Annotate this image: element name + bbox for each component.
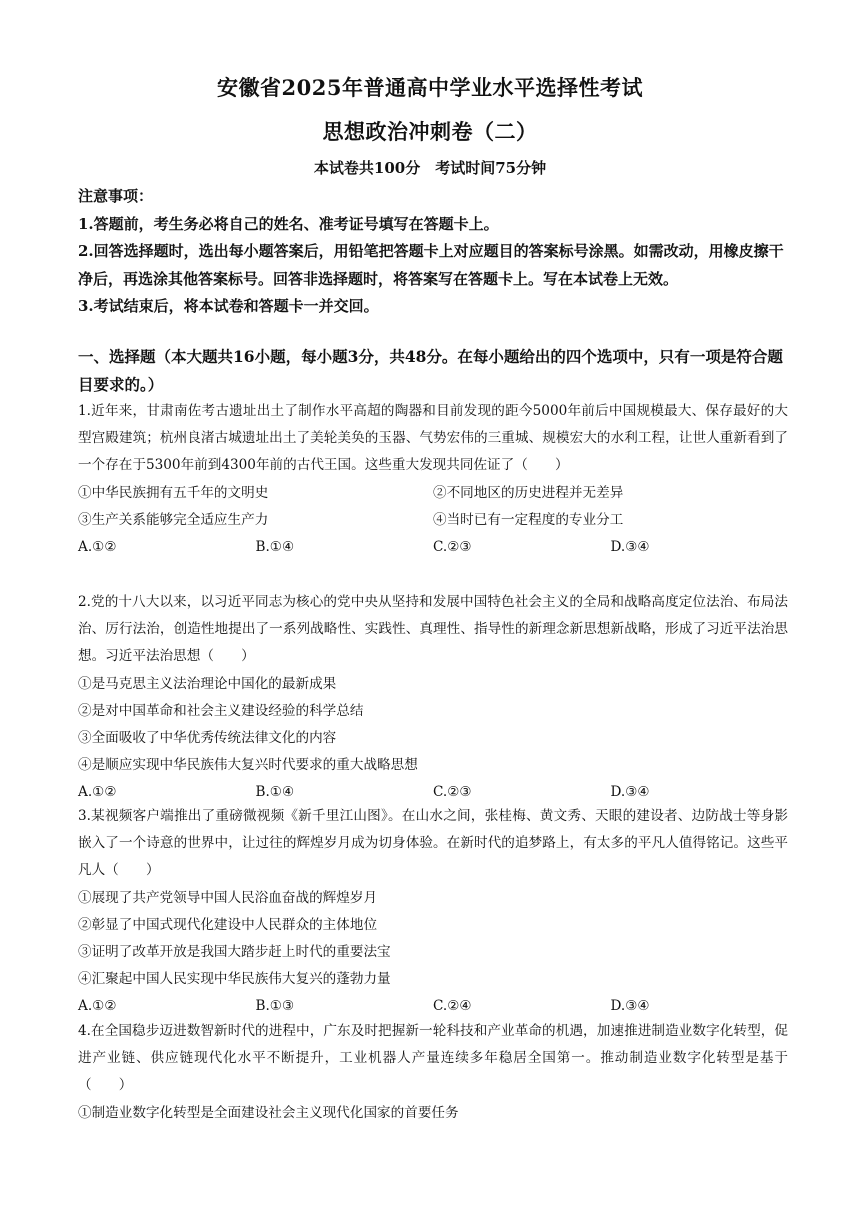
statement: ④当时已有一定程度的专业分工	[433, 511, 624, 528]
statement: ④是顺应实现中华民族伟大复兴时代要求的重大战略思想	[78, 757, 418, 774]
section-heading: 一、选择题（本大题共16小题，每小题3分，共48分。在每小题给出的四个选项中，只有一项是符合题目要求的。）	[78, 347, 783, 394]
answer-option-a: A.①②	[78, 539, 117, 556]
exam-title: 安徽省2025年普通高中学业水平选择性考试	[217, 75, 643, 100]
statement: ②不同地区的历史进程并无差异	[433, 484, 624, 501]
statement: ④汇聚起中国人民实现中华民族伟大复兴的蓬勃力量	[78, 971, 391, 988]
statement: ①是马克思主义法治理论中国化的最新成果	[78, 675, 337, 692]
answer-option-c: C.②③	[433, 784, 472, 801]
statement: ③生产关系能够完全适应生产力	[78, 511, 269, 528]
answer-option-b: B.①③	[255, 998, 295, 1015]
statement: ③全面吸收了中华优秀传统法律文化的内容	[78, 730, 337, 747]
answer-option-d: D.③④	[610, 539, 650, 556]
statement: ②是对中国革命和社会主义建设经验的科学总结	[78, 702, 364, 719]
answer-option-d: D.③④	[610, 998, 650, 1015]
statement: ②彰显了中国式现代化建设中人民群众的主体地位	[78, 916, 378, 933]
question-3	[78, 803, 788, 1021]
statement: ①展现了共产党领导中国人民浴血奋战的辉煌岁月	[78, 889, 378, 906]
answer-option-c: C.②③	[433, 539, 472, 556]
question-stem: 1.近年来，甘肃南佐考古遗址出土了制作水平高超的陶器和目前发现的距今5000年前后中国规模最大、保存最好的大型宫殿建筑；杭州良渚古城遗址出土了美轮美奂的玉器、气势宏伟的三重城、规模宏大的水利工程，让世人重新看到了一个存在于5300年前到4300年前的古代王国。这些重大发现共同佐证了（ ）	[78, 403, 788, 474]
notice-item: 3.考试结束后，将本试卷和答题卡一并交回。	[78, 297, 379, 315]
answer-option-c: C.②④	[433, 998, 472, 1015]
notice-item: 2.回答选择题时，选出每小题答案后，用铅笔把答题卡上对应题目的答案标号涂黑。如需改动，用橡皮擦干净后，再选涂其他答案标号。回答非选择题时，将答案写在答题卡上。写在本试卷上无效。	[78, 242, 784, 288]
statement: ①中华民族拥有五千年的文明史	[78, 484, 269, 501]
question-stem: 3.某视频客户端推出了重磅微视频《新千里江山图》。在山水之间，张桂梅、黄文秀、天眼的建设者、边防战士等身影嵌入了一个诗意的世界中，让过往的辉煌岁月成为切身体验。在新时代的追梦路上，有太多的平凡人值得铭记。这些平凡人（ ）	[78, 808, 788, 879]
answer-option-a: A.①②	[78, 784, 117, 801]
answer-options	[78, 993, 788, 1020]
notice-block	[78, 183, 788, 321]
exam-subtitle: 思想政治冲刺卷（二）	[322, 119, 538, 144]
statement: ①制造业数字化转型是全面建设社会主义现代化国家的首要任务	[78, 1104, 459, 1121]
statement: ③证明了改革开放是我国大踏步赶上时代的重要法宝	[78, 944, 391, 961]
exam-info: 本试卷共100分 考试时间75分钟	[313, 159, 547, 177]
notice-heading: 注意事项：	[78, 187, 154, 205]
statement-row	[78, 480, 788, 507]
answer-option-b: B.①④	[255, 784, 295, 801]
answer-option-a: A.①②	[78, 998, 117, 1015]
question-2	[78, 589, 788, 807]
question-4	[78, 1018, 788, 1127]
answer-option-d: D.③④	[610, 784, 650, 801]
statement-row	[78, 507, 788, 534]
question-stem: 4.在全国稳步迈进数智新时代的进程中，广东及时把握新一轮科技和产业革命的机遇，加速推进制造业数字化转型，促进产业链、供应链现代化水平不断提升，工业机器人产量连续多年稳居全国第一。推动制造业数字化转型是基于（ ）	[78, 1023, 788, 1094]
question-1	[78, 398, 788, 561]
notice-item: 1.答题前，考生务必将自己的姓名、准考证号填写在答题卡上。	[78, 214, 499, 233]
answer-options	[78, 534, 788, 561]
question-stem: 2.党的十八大以来，以习近平同志为核心的党中央从坚持和发展中国特色社会主义的全局和战略高度定位法治、布局法治、厉行法治，创造性地提出了一系列战略性、实践性、真理性、指导性的新理念新思想新战略，形成了习近平法治思想。习近平法治思想（ ）	[78, 594, 788, 665]
answer-option-b: B.①④	[255, 539, 295, 556]
